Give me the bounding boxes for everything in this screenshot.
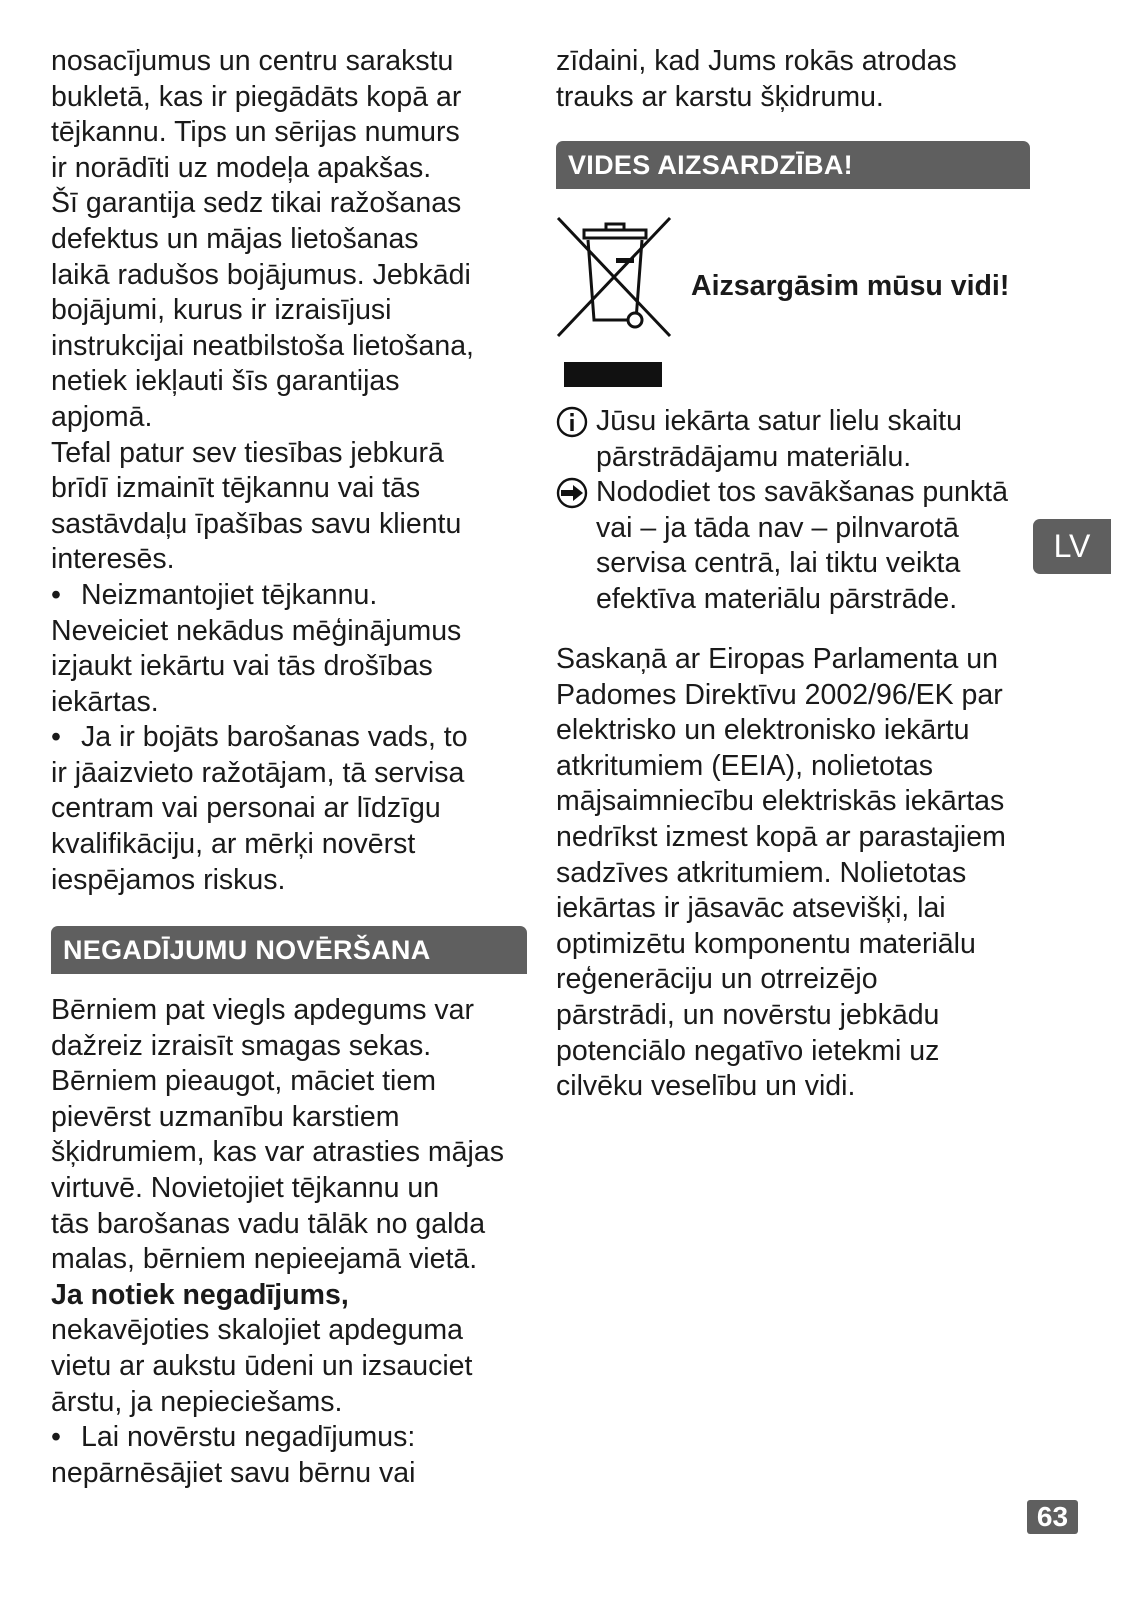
bullet-text: Neizmantojiet tējkannu.	[81, 578, 378, 611]
bullet-text: Lai novērstu negadījumus:	[81, 1421, 416, 1454]
bullet-item	[51, 578, 526, 720]
warranty-paragraph	[51, 44, 526, 578]
page-number: 63	[1027, 1500, 1078, 1534]
text-line: tās barošanas vadu tālāk no galda	[51, 1207, 486, 1240]
text-line: trauks ar karstu šķidrumu.	[556, 80, 884, 113]
text-line: nedrīkst izmest kopā ar parastajiem	[556, 820, 1006, 853]
notes	[556, 404, 1008, 618]
text-line: Jūsu iekārta satur lielu skaitu	[596, 405, 962, 437]
text-line: mājsaimniecību elektriskās iekārtas	[556, 785, 1005, 818]
text-line: vai – ja tāda nav – pilnvarotā	[596, 511, 959, 544]
section-header-accident-prevention: NEGADĪJUMU NOVĒRŠANA	[51, 926, 527, 974]
text-line: nosacījumus un centru sarakstu	[51, 45, 454, 77]
bullet-icon: •	[51, 721, 61, 754]
text-line: brīdī izmainīt tējkannu vai tās	[51, 472, 421, 505]
text-line: Saskaņā ar Eiropas Parlamenta un	[556, 643, 999, 675]
info-icon	[556, 406, 588, 438]
arrow-right-icon	[556, 477, 588, 509]
text-line: bojājumi, kurus ir izraisījusi	[51, 294, 392, 327]
bullet-icon: •	[51, 1421, 61, 1454]
text-line: nekavējoties skalojiet apdeguma	[51, 1314, 463, 1347]
accident-prevention-body	[51, 993, 526, 1491]
text-line: malas, bērniem nepieejamā vietā.	[51, 1243, 478, 1276]
text-line: Šī garantija sedz tikai ražošanas	[51, 187, 462, 220]
text-line: nepārnēsājiet savu bērnu vai	[51, 1456, 416, 1489]
text-line: bukletā, kas ir piegādāts kopā ar	[51, 80, 462, 113]
text-line: Neveiciet nekādus mēģinājumus	[51, 614, 462, 647]
text-line: optimizētu komponentu materiālu	[556, 927, 976, 960]
text-line: efektīva materiālu pārstrāde.	[596, 582, 958, 615]
text-line: Bērniem pieaugot, māciet tiem	[51, 1065, 436, 1098]
action-note	[556, 475, 1008, 617]
environment-slogan: Aizsargāsim mūsu vidi!	[691, 270, 1010, 302]
text-line: virtuvē. Novietojiet tējkannu un	[51, 1171, 440, 1204]
text-line: dažreiz izraisīt smagas sekas.	[51, 1029, 432, 1062]
text-line: atkritumiem (EEIA), nolietotas	[556, 749, 933, 782]
emphasis-line: Ja notiek negadījums,	[51, 1278, 349, 1311]
crossed-bin-icon	[556, 216, 674, 338]
text-line: pievērst uzmanību karstiem	[51, 1100, 400, 1133]
text-line: cilvēku veselību un vidi.	[556, 1070, 856, 1103]
bullet-icon: •	[51, 578, 61, 611]
text-line: elektrisko un elektronisko iekārtu	[556, 714, 970, 747]
text-line: kvalifikāciju, ar mērķi novērst	[51, 828, 416, 861]
text-line: interesēs.	[51, 543, 175, 576]
text-line: laikā radušos bojājumus. Jebkādi	[51, 258, 471, 291]
text-line: pārstrādājamu materiālu.	[596, 440, 912, 473]
text-line: tējkannu. Tips un sērijas numurs	[51, 116, 460, 149]
right-column-top	[556, 44, 1036, 115]
text-line: iekārtas ir jāsavāc atsevišķi, lai	[556, 892, 946, 925]
text-line: Bērniem pat viegls apdegums var	[51, 994, 474, 1026]
text-line: servisa centrā, lai tiktu veikta	[596, 547, 961, 580]
text-line: izjaukt iekārtu vai tās drošības	[51, 650, 433, 683]
section-header-environment: VIDES AIZSARDZĪBA!	[556, 141, 1030, 189]
bullet-item	[51, 720, 526, 898]
text-line: sastāvdaļu īpašības savu klientu	[51, 507, 462, 540]
text-line: defektus un mājas lietošanas	[51, 222, 419, 255]
text-line: sadzīves atkritumiem. Nolietotas	[556, 856, 967, 889]
text-line: pārstrādi, un novērstu jebkādu	[556, 998, 940, 1031]
info-note	[556, 404, 1008, 475]
text-line: Nododiet tos savākšanas punktā	[596, 476, 1008, 509]
text-line: iespējamos riskus.	[51, 863, 286, 896]
text-line: Tefal patur sev tiesības jebkurā	[51, 436, 444, 469]
text-line: Padomes Direktīvu 2002/96/EK par	[556, 678, 1003, 711]
text-line: ārstu, ja nepieciešams.	[51, 1385, 343, 1418]
text-line: ir norādīti uz modeļa apakšas.	[51, 151, 432, 184]
text-line: potenciālo negatīvo ietekmi uz	[556, 1034, 940, 1067]
text-line: reģenerāciju un otrreizējo	[556, 963, 878, 996]
disposal-bar	[564, 362, 662, 387]
text-line: iekārtas.	[51, 685, 159, 718]
text-line: instrukcijai neatbilstoša lietošana,	[51, 329, 474, 362]
text-line: šķidrumiem, kas var atrasties mājas	[51, 1136, 504, 1169]
text-line: zīdaini, kad Jums rokās atrodas	[556, 45, 957, 77]
left-column	[51, 44, 526, 898]
weee-paragraph	[556, 642, 1006, 1105]
text-line: centram vai personai ar līdzīgu	[51, 792, 441, 825]
language-tab: LV	[1033, 519, 1111, 574]
text-line: ir jāaizvieto ražotājam, tā servisa	[51, 756, 465, 789]
bullet-text: Ja ir bojāts barošanas vads, to	[81, 721, 468, 754]
text-line: vietu ar aukstu ūdeni un izsauciet	[51, 1349, 473, 1382]
text-line: netiek iekļauti šīs garantijas	[51, 365, 400, 398]
text-line: apjomā.	[51, 400, 153, 433]
